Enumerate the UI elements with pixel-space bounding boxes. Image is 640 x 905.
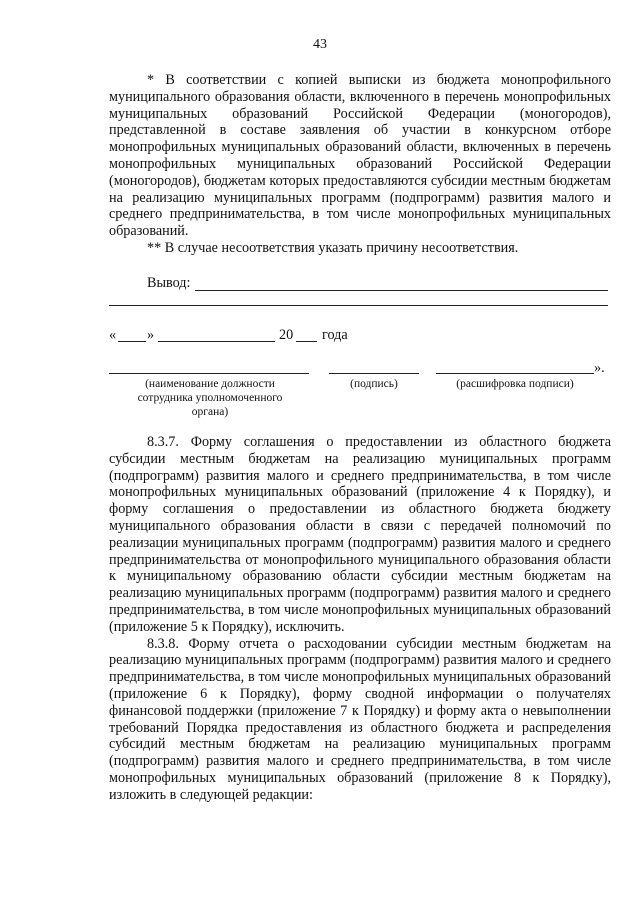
paragraph-8-3-7: 8.3.7. Форму соглашения о предоставлении из областного бюджета субсидии местным бюджетам на реализацию муниципальных программ (подпрограмм) развития малого и среднего предпринимательства, в том числе монопрофильных муниципальных образований (приложение 4 к Порядку), и форму соглашения о предоставлении из областного бюджета бюджету муниципального образования области в связи с передачей полномочий по реализации муниципальных программ (подпрограмм) развития малого и среднего предпринимательства от монопрофильного муниципального образования области к муниципальному образованию области субсидии местным бюджетам на реализацию муниципальных программ (подпрограмм) развития малого и среднего предпринимательства, в том числе монопрофильных муниципальных образований (приложение 5 к Порядку), исключить. [109,434,611,635]
footnote-1: * В соответствии с копией выписки из бюджета монопрофильного муниципального образования области, включенного в перечень монопрофильных муниципальных образований Российской Федерации (моногородов), представленной в составе заявления об участии в конкурсном отборе монопрофильных муниципальных образований области, включенных в перечень монопрофильных муниципальных образований Российской Федерации (моногородов), бюджетам которых предоставляются субсидии местным бюджетам на реализацию муниципальных программ (подпрограмм) развития малого и среднего предпринимательства, в том числе монопрофильных муниципальных образований. [109,72,611,240]
conclusion-label: Вывод: [147,275,191,291]
footnotes [109,72,611,257]
page-number: 43 [313,37,327,52]
date-month-line [158,341,275,342]
caption-position: (наименование должности сотрудника уполномоченного органа) [137,378,283,418]
date-day-line [118,341,146,342]
date-close-quote: » [147,327,155,343]
signature-end: ». [594,360,605,376]
footnote-2: ** В случае несоответствия указать причину несоответствия. [147,239,519,256]
caption-decode: (расшифровка подписи) [456,378,574,390]
conclusion-line-2 [109,305,608,306]
main-text [109,434,611,804]
position-line [109,373,309,374]
signature-line [329,373,419,374]
date-year-line [296,341,317,342]
date-open-quote: « [109,327,117,343]
conclusion-line-1 [195,290,608,291]
caption-signature: (подпись) [350,378,398,390]
date-suffix: года [322,327,348,343]
date-year-prefix: 20 [279,327,294,343]
decode-line [436,373,594,374]
paragraph-8-3-8: 8.3.8. Форму отчета о расходовании субсидии местным бюджетам на реализацию муниципальных программ (подпрограмм) развития малого и среднего предпринимательства, в том числе монопрофильных муниципальных образований (приложение 6 к Порядку), форму сводной информации о получателях финансовой поддержки (приложение 7 к Порядку) и форму акта о невыполнении требований Порядка предоставления из областного бюджета и распределения субсидий местным бюджетам на реализацию муниципальных программ (подпрограмм) развития малого и среднего предпринимательства, в том числе монопрофильных муниципальных образований (приложение 8 к Порядку), изложить в следующей редакции: [109,635,611,803]
